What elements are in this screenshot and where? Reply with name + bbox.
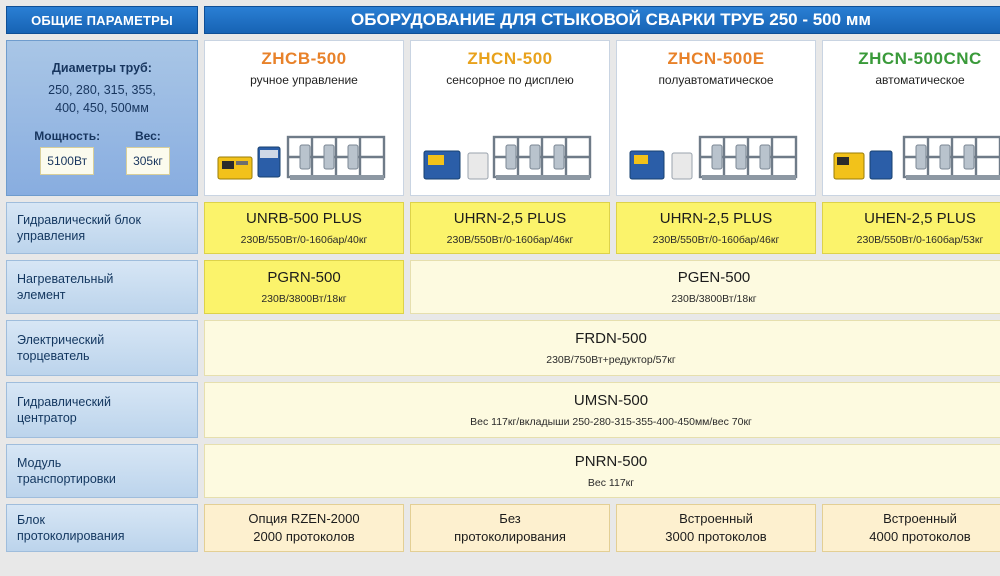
cell-protocol-unit-2-line2: протоколирования	[454, 529, 566, 544]
cell-hydraulic-unit-3-spec: 230В/550Вт/0-160бар/46кг	[652, 234, 780, 246]
row-label-hydraulic-unit-line1: Гидравлический блок	[17, 212, 141, 227]
cell-transport-module	[204, 444, 1000, 498]
product-card-2	[410, 40, 610, 196]
product-model-2: ZHCN-500	[467, 49, 553, 68]
cell-protocol-unit-3	[616, 504, 816, 552]
row-label-facer-line1: Электрический	[17, 332, 105, 347]
general-parameters-panel	[6, 40, 198, 196]
cell-protocol-unit-4-line2: 4000 протоколов	[869, 529, 971, 544]
welding-machine-icon	[830, 117, 1000, 189]
cell-protocol-unit-4	[822, 504, 1000, 552]
weight-group	[126, 129, 170, 175]
product-photo-1	[205, 87, 403, 195]
welding-machine-icon	[420, 117, 600, 189]
cell-transport-module-spec: Вес 117кг	[587, 477, 635, 489]
cell-transport-module-name: PNRN-500	[574, 453, 648, 470]
cell-heating-element-1-spec: 230В/3800Вт/18кг	[261, 293, 347, 305]
row-label-centralizer-line2: центратор	[17, 411, 77, 425]
power-label: Мощность:	[34, 129, 101, 144]
product-subtitle-4: автоматическое	[875, 73, 965, 87]
power-value: 5100Вт	[40, 147, 94, 175]
product-subtitle-1: ручное управление	[250, 73, 358, 87]
welding-machine-icon	[214, 117, 394, 189]
cell-hydraulic-unit-3-name: UHRN-2,5 PLUS	[659, 210, 773, 227]
spec-table	[6, 6, 994, 552]
row-label-transport-module-line1: Модуль	[17, 455, 62, 470]
product-card-1	[204, 40, 404, 196]
product-card-4	[822, 40, 1000, 196]
header-general-parameters: ОБЩИЕ ПАРАМЕТРЫ	[6, 6, 198, 34]
cell-facer-spec: 230В/750Вт+редуктор/57кг	[546, 354, 676, 366]
cell-centralizer	[204, 382, 1000, 438]
pipe-diameters-line1: 250, 280, 315, 355,	[48, 82, 156, 97]
cell-protocol-unit-3-line2: 3000 протоколов	[665, 529, 767, 544]
power-weight-group	[34, 129, 169, 175]
row-label-heating-element-line1: Нагревательный	[17, 271, 114, 286]
weight-value: 305кг	[126, 147, 170, 175]
weight-label: Вес:	[134, 129, 161, 144]
cell-hydraulic-unit-1-name: UNRB-500 PLUS	[246, 210, 362, 227]
cell-heating-element-2-spec: 230В/3800Вт/18кг	[671, 293, 757, 305]
cell-heating-element-1	[204, 260, 404, 314]
row-label-hydraulic-unit-line2: управления	[17, 229, 86, 243]
row-label-facer-line2: торцеватель	[17, 349, 90, 363]
cell-hydraulic-unit-2-name: UHRN-2,5 PLUS	[453, 210, 567, 227]
row-label-heating-element	[6, 260, 198, 314]
cell-hydraulic-unit-2	[410, 202, 610, 254]
welding-machine-icon	[626, 117, 806, 189]
cell-hydraulic-unit-4-spec: 230В/550Вт/0-160бар/53кг	[856, 234, 984, 246]
cell-centralizer-name: UMSN-500	[573, 392, 649, 409]
row-label-centralizer	[6, 382, 198, 438]
row-label-facer	[6, 320, 198, 376]
row-label-protocol-unit-line1: Блок	[17, 512, 45, 527]
cell-hydraulic-unit-4-name: UHEN-2,5 PLUS	[864, 210, 976, 227]
pipe-diameters-value	[48, 81, 156, 117]
cell-protocol-unit-1-line2: 2000 протоколов	[253, 529, 355, 544]
product-photo-3	[617, 87, 815, 195]
row-label-transport-module-line2: транспортировки	[17, 472, 116, 486]
product-photo-2	[411, 87, 609, 195]
cell-protocol-unit-1-line1: Опция RZEN-2000	[248, 511, 360, 527]
product-model-4: ZHCN-500CNC	[858, 49, 982, 68]
pipe-diameters-line2: 400, 450, 500мм	[55, 101, 149, 115]
cell-protocol-unit-1	[204, 504, 404, 552]
cell-heating-element-1-name: PGRN-500	[267, 269, 341, 286]
row-label-centralizer-line1: Гидравлический	[17, 394, 112, 409]
cell-hydraulic-unit-1-spec: 230В/550Вт/0-160бар/40кг	[240, 234, 368, 246]
cell-facer	[204, 320, 1000, 376]
product-card-3	[616, 40, 816, 196]
pipe-diameters-label: Диаметры труб:	[52, 60, 152, 75]
cell-hydraulic-unit-4	[822, 202, 1000, 254]
cell-protocol-unit-2	[410, 504, 610, 552]
cell-centralizer-spec: Вес 117кг/вкладыши 250-280-315-355-400-450мм/вес 70кг	[470, 416, 752, 428]
row-label-protocol-unit	[6, 504, 198, 552]
header-main-title: ОБОРУДОВАНИЕ ДЛЯ СТЫКОВОЙ СВАРКИ ТРУБ 250 - 500 мм	[204, 6, 1000, 34]
cell-protocol-unit-3-line1: Встроенный	[679, 511, 753, 527]
cell-heating-element-2	[410, 260, 1000, 314]
product-model-1: ZHCB-500	[261, 49, 347, 68]
product-model-3: ZHCN-500E	[667, 49, 765, 68]
cell-hydraulic-unit-2-spec: 230В/550Вт/0-160бар/46кг	[446, 234, 574, 246]
row-label-transport-module	[6, 444, 198, 498]
product-subtitle-2: сенсорное по дисплею	[446, 73, 574, 87]
row-label-heating-element-line2: элемент	[17, 288, 66, 302]
cell-protocol-unit-4-line1: Встроенный	[883, 511, 957, 527]
row-label-protocol-unit-line2: протоколирования	[17, 529, 125, 543]
cell-hydraulic-unit-1	[204, 202, 404, 254]
product-subtitle-3: полуавтоматическое	[658, 73, 774, 87]
cell-protocol-unit-2-line1: Без	[499, 511, 521, 527]
cell-heating-element-2-name: PGEN-500	[677, 269, 751, 286]
cell-hydraulic-unit-3	[616, 202, 816, 254]
power-group	[34, 129, 100, 175]
product-photo-4	[823, 87, 1000, 195]
cell-facer-name: FRDN-500	[575, 330, 647, 347]
row-label-hydraulic-unit	[6, 202, 198, 254]
